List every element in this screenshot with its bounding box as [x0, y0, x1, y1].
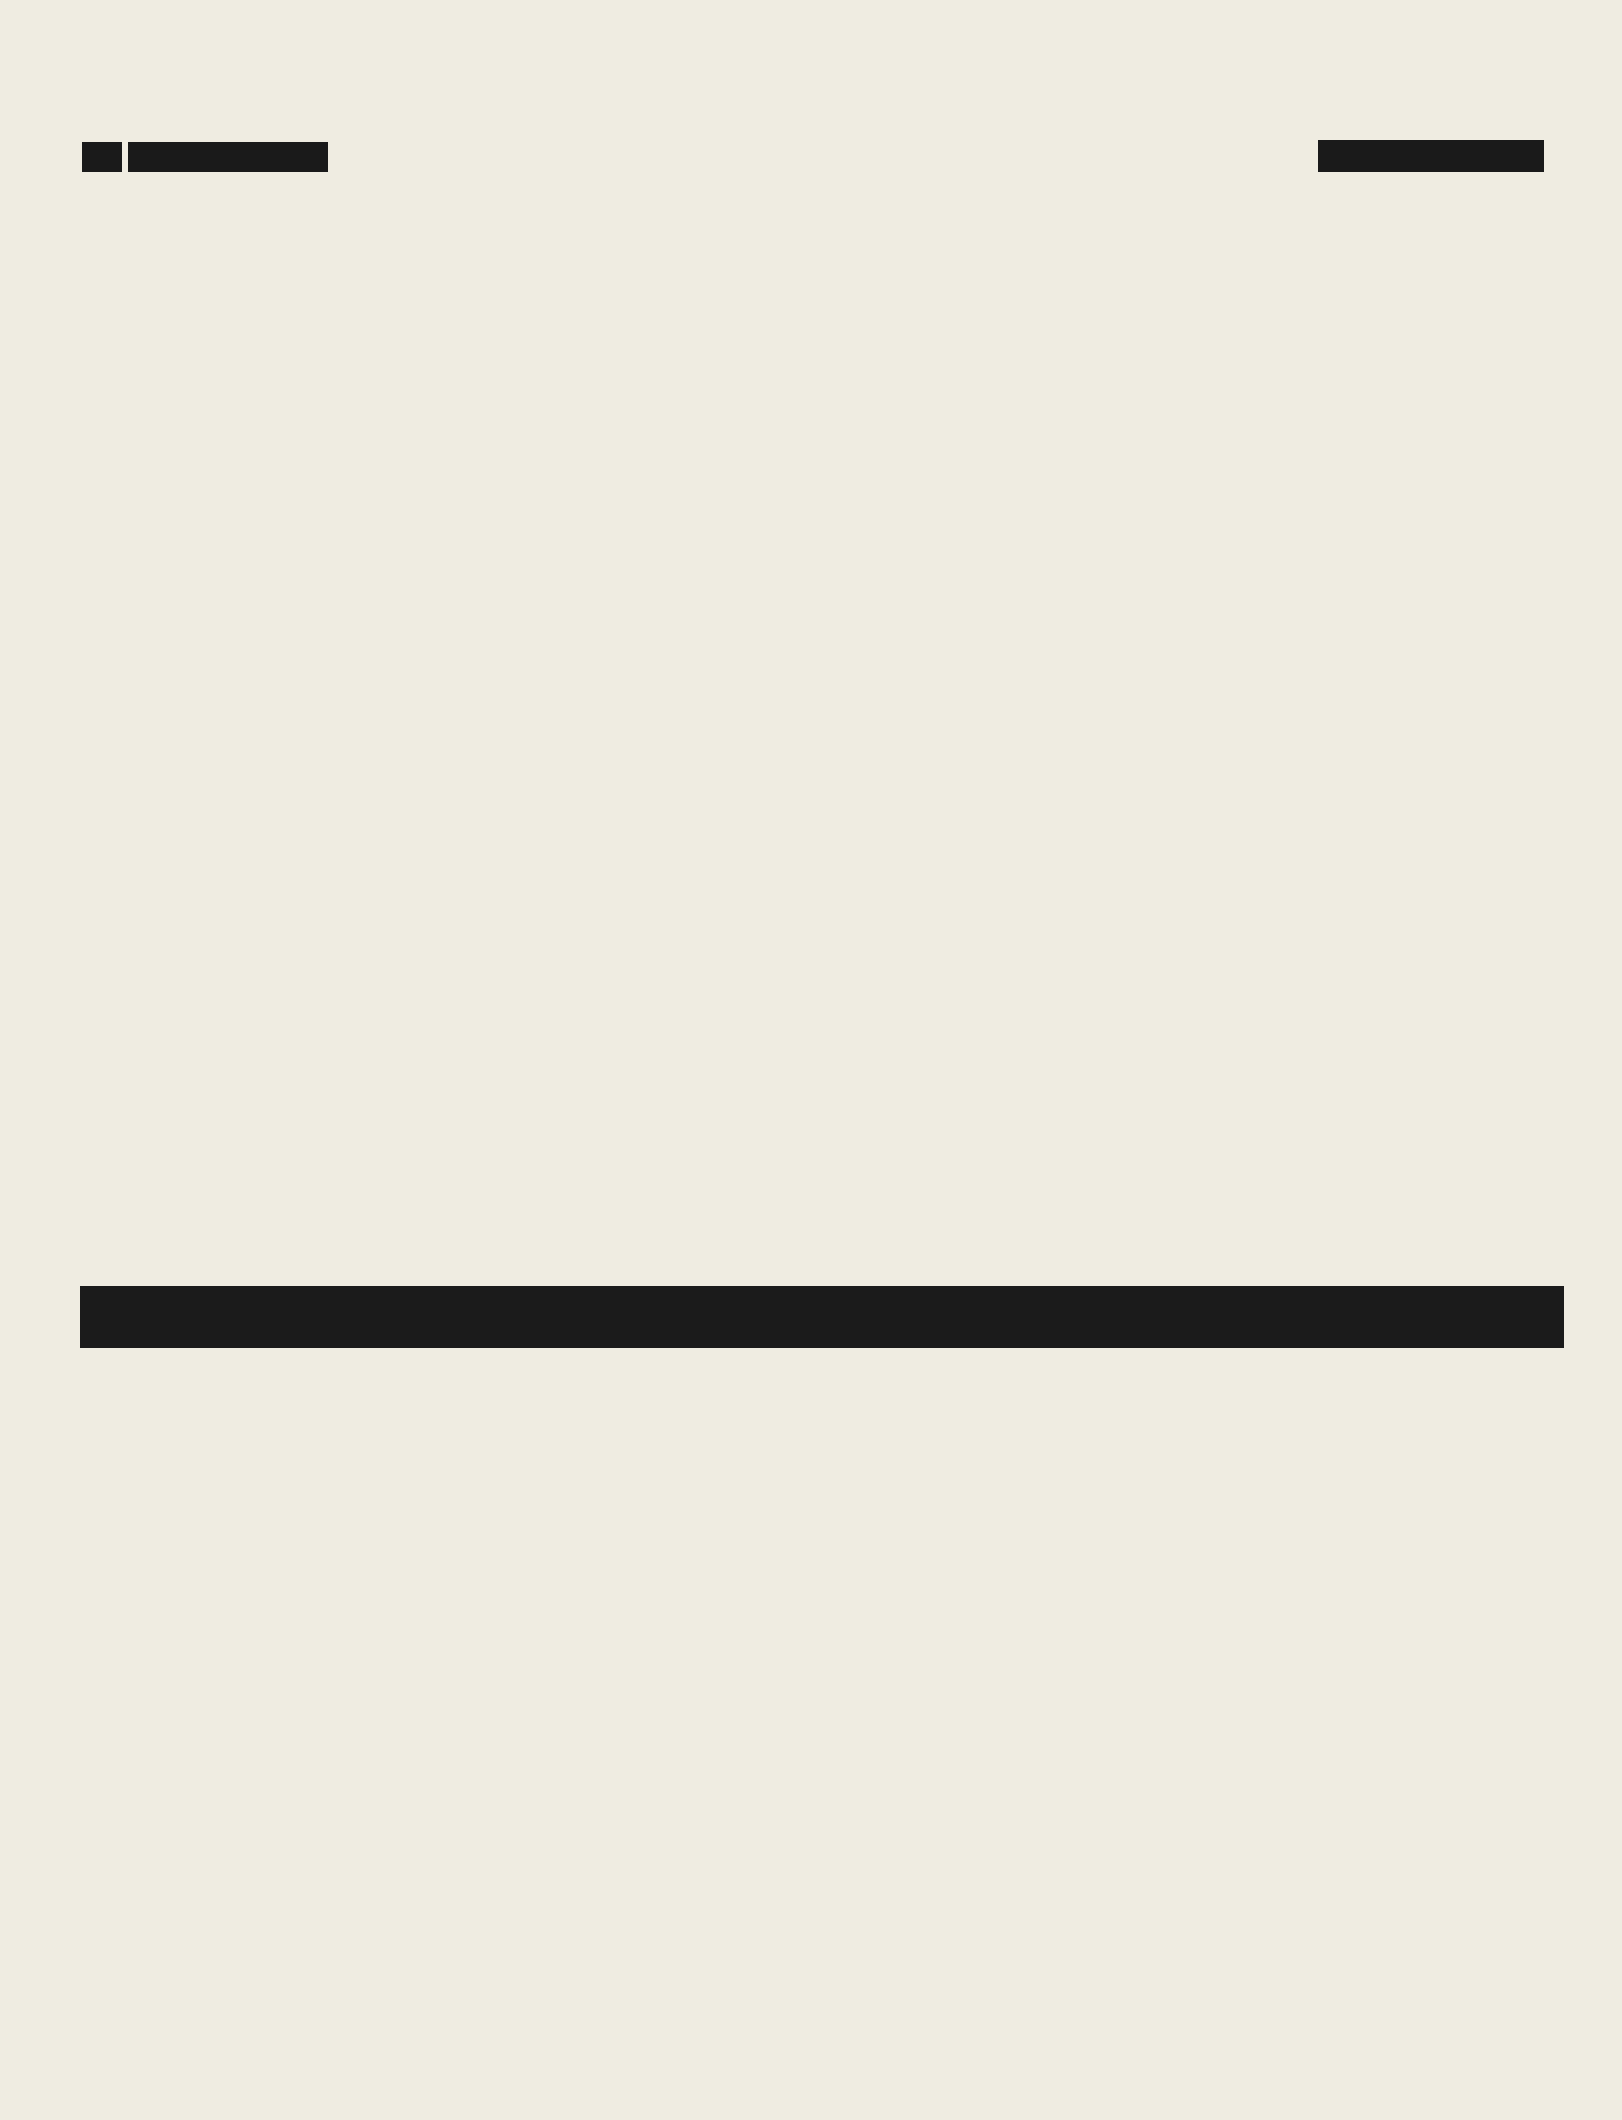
results-banner: [80, 1286, 1564, 1348]
section-tag: [1318, 140, 1544, 172]
results-columns: [80, 1358, 1564, 2096]
newspaper-page: [58, 136, 1564, 2096]
workout-columns: [80, 376, 1564, 1276]
masthead: [58, 136, 1564, 176]
publication-name: [128, 142, 328, 172]
page-number: [82, 142, 122, 172]
